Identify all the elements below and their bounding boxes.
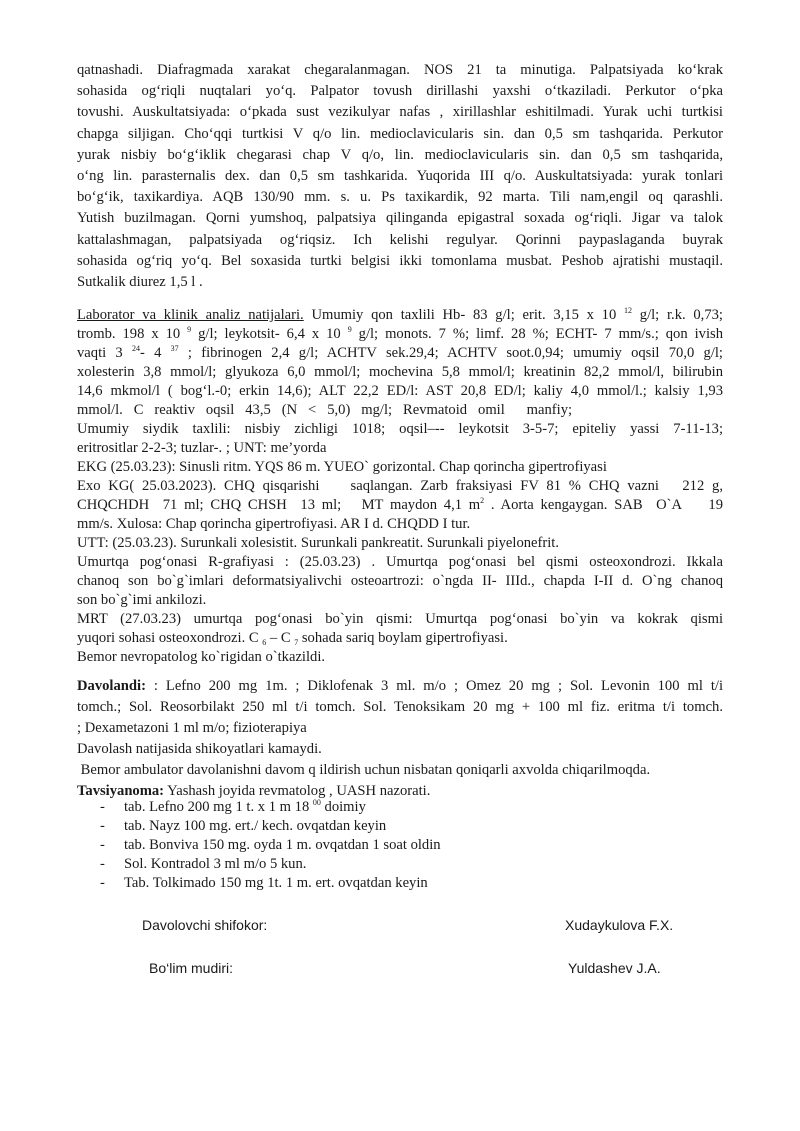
list-item (100, 836, 700, 855)
list-item-text: tab. Bonviva 150 mg. oyda 1 m. ovqatdan 1 soat oldin (124, 837, 441, 853)
lab-text: - 4 (140, 345, 171, 361)
exam-line: qatnashadi. Diafragmada xarakat chegaralanmagan. NOS 21 ta minutiga. Palpatsiyada ko‘krak (77, 62, 723, 78)
list-item (100, 798, 700, 817)
superscript: 9 (187, 325, 192, 334)
list-item-text: tab. Nayz 100 mg. ert./ kech. ovqatdan keyin (124, 818, 387, 834)
exam-line: bo‘g‘ik, taxikardiya. AQB 130/90 mm. s. u. Ps taxikardik, 92 marta. Tili nam,engil oq qarashli. (77, 189, 723, 206)
exam-line: yurak nisbiy bo‘g‘iklik chegarasi chap V q/o, lin. medioclavicularis sin. dan 0,5 sm tashqarida, (77, 146, 723, 163)
lab-line-6: mmol/l. C reaktiv oqsil 43,5 (N < 5,0) mg/l; Revmatoid omil manfiy; (77, 402, 573, 418)
exam-line: tovushi. Auskultatsiyada: o‘pkada sust vezikulyar nafas , xirillashlar eshitilmadi. Yurak uchi turtkisi (77, 104, 723, 121)
exo-line-2 (77, 496, 723, 515)
recommendation-list (100, 798, 700, 893)
treatment-line-3: ; Dexametazoni 1 ml m/o; fizioterapiya (77, 720, 307, 736)
list-dash: - (100, 837, 105, 853)
list-dash: - (100, 856, 105, 872)
exam-line: chapga siljigan. Cho‘qqi turtkisi V q/o lin. medioclavicularis sin. dan 0,5 sm tashqarida. Perkutor (77, 125, 723, 142)
treatment-label: Davolandi: (77, 678, 146, 694)
lab-text: ; fibrinogen 2,4 g/l; ACHTV sek.29,4; ACHTV soot.0,94; umumiy oqsil 70,0 g/l; (178, 345, 723, 361)
head-name: Yuldashev J.A. (568, 960, 661, 976)
mrt-text: – C (266, 630, 295, 646)
utt-line: UTT: (25.03.23). Surunkali xolesistit. Surunkali pankreatit. Surunkali piyelonefrit. (77, 535, 560, 551)
superscript: 2 (480, 496, 485, 505)
lab-text: Umumiy qon taxlili Hb- 83 g/l; erit. 3,15 x 10 (303, 307, 625, 323)
recommendation-text: Yashash joyida revmatolog , UASH nazorati. (164, 783, 431, 799)
exam-paragraph (77, 60, 723, 293)
treatment-text: : Lefno 200 mg 1m. ; Diklofenak 3 ml. m/o ; Omez 20 mg ; Sol. Levonin 100 ml t/i (145, 678, 723, 694)
superscript: 12 (624, 306, 633, 315)
exam-line: Yutish buzilmagan. Qorni yumshoq, palpatsiya qilinganda epigastral soxada og‘riqli. Jigar va talok (77, 210, 723, 227)
list-item-text: doimiy (320, 799, 366, 815)
list-item (100, 855, 700, 874)
superscript: 9 (347, 325, 352, 334)
treatment-line-2: tomch.; Sol. Reosorbilakt 250 ml t/i tomch. Sol. Tenoksikam 20 mg + 100 ml fiz. eritma t/i tomch. (77, 699, 723, 715)
superscript: 00 (312, 798, 321, 807)
exo-line-3: mm/s. Xulosa: Chap qorincha gipertrofiyasi. AR I d. CHQDD I tur. (77, 516, 471, 532)
doctor-name: Xudaykulova F.X. (565, 917, 674, 933)
lab-line-3 (77, 344, 723, 363)
lab-heading: Laborator va klinik analiz natijalari. (77, 307, 304, 323)
exo-line-1: Exo KG( 25.03.2023). CHQ qisqarishi saqlangan. Zarb fraksiyasi FV 81 % CHQ vazni 212 g, (77, 478, 723, 494)
mrt-text: yuqori sohasi osteoxondrozi. C (77, 630, 263, 646)
treatment-section (77, 676, 723, 802)
exam-line: sohasida og‘riq yo‘q. Bel soxasida turtki belgisi ikki tomonlama musbat. Peshob ajratishi mustaqil. (77, 252, 723, 269)
list-dash: - (100, 875, 105, 891)
xray-line-2: chanoq son bo`g`imlari deformatsiyalivchi osteoartrozi: o`ngda II- IIId., chapda I-II d. O`ng chanoq (77, 573, 723, 589)
lab-line-7: Umumiy siydik taxlili: nisbiy zichligi 1018; oqsil–-- leykotsit 3-5-7; epiteliy yassi 7-11-13; (77, 421, 723, 437)
list-dash: - (100, 818, 105, 834)
treatment-discharge: Bemor ambulator davolanishni davom q ildirish uchun nisbatan qoniqarli axvolda chiqarilmoqda. (77, 762, 651, 778)
list-item (100, 817, 700, 836)
lab-text: g/l; r.k. 0,73; (632, 307, 723, 323)
list-dash: - (100, 799, 105, 815)
mrt-line-2 (77, 629, 723, 648)
exam-line: Sutkalik diurez 1,5 l . (77, 274, 203, 291)
lab-text: g/l; leykotsit- 6,4 x 10 (191, 326, 348, 342)
list-item (100, 874, 700, 893)
xray-line-1: Umurtqa pog‘onasi R-grafiyasi : (25.03.23) . Umurtqa pog‘onasi bel qismi osteoxondrozi. Ikkala (77, 554, 723, 570)
list-item-text: Sol. Kontradol 3 ml m/o 5 kun. (124, 856, 307, 872)
exo-text: CHQCHDH 71 ml; CHQ CHSH 13 ml; MT maydon 4,1 m (77, 497, 481, 513)
recommendation-label: Tavsiyanoma: (77, 783, 165, 799)
treatment-result: Davolash natijasida shikoyatlari kamaydi. (77, 741, 322, 757)
superscript: 24 (132, 344, 140, 353)
superscript: 37 (170, 344, 179, 353)
mrt-text: sohada sariq boylam gipertrofiyasi. (298, 630, 508, 646)
head-label: Bo‘lim mudiri: (149, 960, 234, 976)
subscript: 7 (294, 638, 299, 647)
mrt-line-1: MRT (27.03.23) umurtqa pog‘onasi bo`yin qismi: Umurtqa pog‘onasi bo`yin va kokrak qismi (77, 611, 723, 627)
lab-line-8: eritrositlar 2-2-3; tuzlar-. ; UNT: me’yorda (77, 440, 327, 456)
treatment-line-1 (77, 676, 723, 697)
lab-line-4: xolesterin 3,8 mmol/l; glyukoza 6,0 mmol/l; mochevina 5,8 mmol/l; kreatinin 82,2 mmol/l, bilirubin (77, 364, 723, 380)
xray-line-3: son bo`g`imi ankilozi. (77, 592, 207, 608)
lab-text: vaqti 3 (77, 345, 132, 361)
lab-line-5: 14,6 mkmol/l ( bog‘l.-0; erkin 14,6); ALT 22,2 ED/l: AST 20,8 ED/l; kaliy 4,0 mmol/l.; kalsiy 1,93 (77, 383, 723, 399)
lab-line-1 (77, 306, 723, 325)
doctor-label: Davolovchi shifokor: (142, 917, 268, 933)
list-item-text: tab. Lefno 200 mg 1 t. x 1 m 18 (124, 799, 313, 815)
ekg-line: EKG (25.03.23): Sinusli ritm. YQS 86 m. YUEO` gorizontal. Chap qorincha gipertrofiyasi (77, 459, 607, 475)
exam-line: sohasida og‘riqli nuqtalari yo‘q. Palpator tovush dirillashi yaxshi o‘tkaziladi. Perkutor o‘pka (77, 83, 723, 100)
subscript: 6 (262, 638, 267, 647)
list-item-text: Tab. Tolkimado 150 mg 1t. 1 m. ert. ovqatdan keyin (124, 875, 428, 891)
lab-text: tromb. 198 x 10 (77, 326, 188, 342)
lab-line-2 (77, 325, 723, 344)
exam-line: o‘ng lin. parasternalis dex. dan 0,5 sm tashkarida. Yuqorida III q/o. Auskultatsiyada: yurak tonlari (77, 168, 723, 185)
lab-results (77, 306, 723, 667)
neuro-line: Bemor nevropatolog ko`rigidan o`tkazildi. (77, 649, 326, 665)
lab-text: g/l; monots. 7 %; limf. 28 %; ECHT- 7 mm/s.; qon ivish (351, 326, 723, 342)
exam-line: kattalashmagan, palpatsiyada og‘riqsiz. Ich kelishi regulyar. Qorinni paypaslaganda buyrak (77, 231, 723, 248)
exo-text: . Aorta kengaygan. SAB O`A 19 (484, 497, 723, 513)
